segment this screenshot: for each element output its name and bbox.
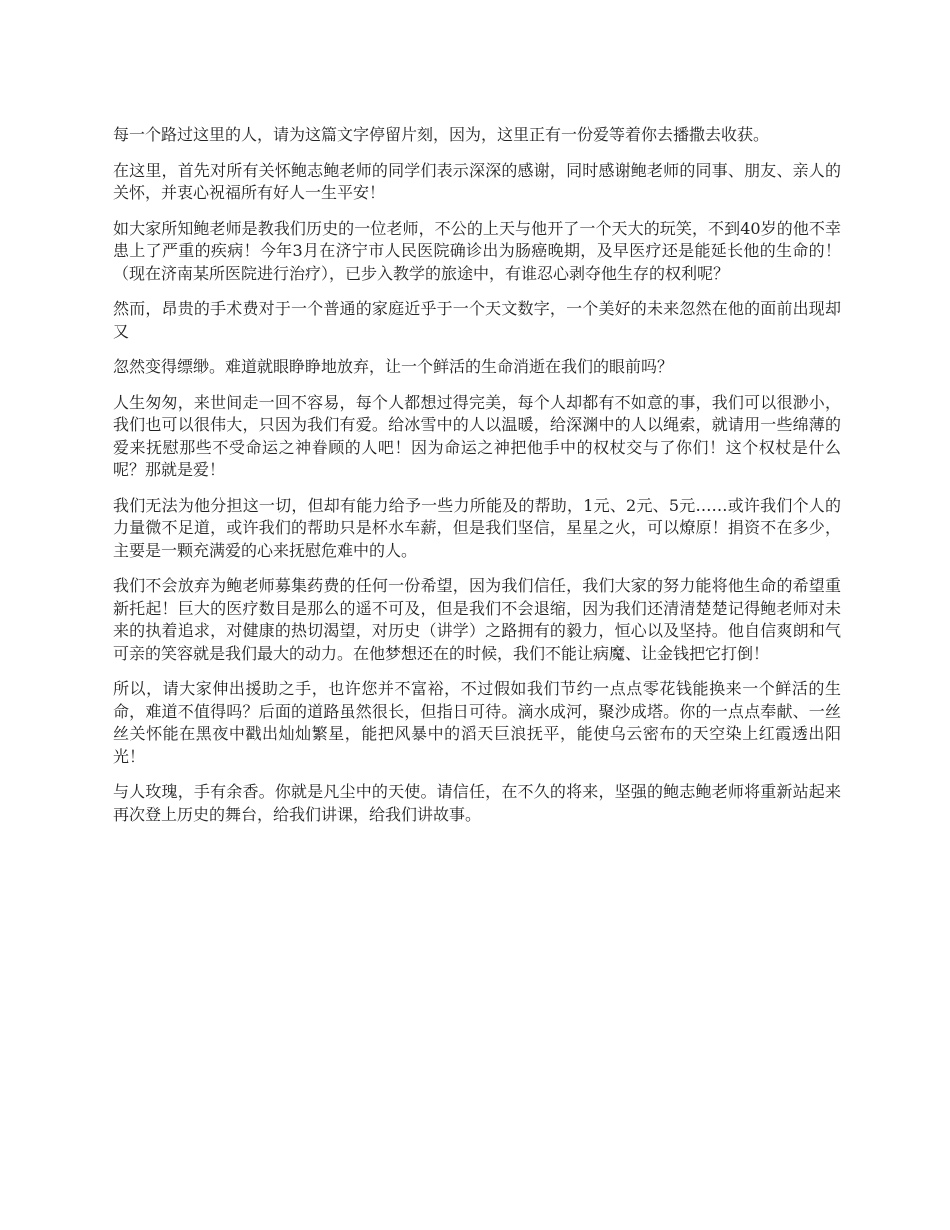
document-body: [113, 124, 841, 839]
paragraph-2: 在这里，首先对所有关怀鲍志鲍老师的同学们表示深深的感谢，同时感谢鲍老师的同事、朋友、亲人的关怀，并衷心祝福所有好人一生平安！: [113, 160, 841, 202]
paragraph-1: 每一个路过这里的人，请为这篇文字停留片刻，因为，这里正有一份爱等着你去播撒去收获。: [113, 125, 770, 144]
paragraph-5: 忽然变得缥缈。难道就眼睁睁地放弃，让一个鲜活的生命消逝在我们的眼前吗？: [113, 357, 674, 376]
paragraph-6: 人生匆匆，来世间走一回不容易，每个人都想过得完美，每个人却都有不如意的事，我们可以很渺小，我们也可以很伟大，只因为我们有爱。给冰雪中的人以温暖，给深渊中的人以绳索，就请用一些绵薄的爱来抚慰那些不受命运之神眷顾的人吧！因为命运之神把他手中的权杖交与了你们！这个权杖是什么呢？那就是爱！: [113, 392, 841, 479]
paragraph-9: 所以，请大家伸出援助之手，也许您并不富裕，不过假如我们节约一点点零花钱能换来一个鲜活的生命，难道不值得吗？后面的道路虽然很长，但指日可待。滴水成河，聚沙成塔。你的一点点奉献、一丝丝关怀能在黑夜中戳出灿灿繁星，能把风暴中的滔天巨浪抚平，能使乌云密布的天空染上红霞透出阳光！: [113, 679, 841, 766]
paragraph-3: 如大家所知鲍老师是教我们历史的一位老师，不公的上天与他开了一个天大的玩笑，不到40岁的他不幸患上了严重的疾病！今年3月在济宁市人民医院确诊出为肠癌晚期，及早医疗还是能延长他的生命的！（现在济南某所医院进行治疗），已步入教学的旅途中，有谁忍心剥夺他生存的权利呢？: [113, 218, 841, 283]
paragraph-8: 我们不会放弃为鲍老师募集药费的任何一份希望，因为我们信任，我们大家的努力能将他生命的希望重新托起！巨大的医疗数目是那么的遥不可及，但是我们不会退缩，因为我们还清清楚楚记得鲍老师对未来的执着追求，对健康的热切渴望，对历史（讲学）之路拥有的毅力，恒心以及坚持。他自信爽朗和气可亲的笑容就是我们最大的动力。在他梦想还在的时候，我们不能让病魔、让金钱把它打倒！: [113, 576, 841, 663]
paragraph-10: 与人玫瑰，手有余香。你就是凡尘中的天使。请信任，在不久的将来，坚强的鲍志鲍老师将重新站起来再次登上历史的舞台，给我们讲课，给我们讲故事。: [113, 782, 841, 824]
paragraph-7: 我们无法为他分担这一切，但却有能力给予一些力所能及的帮助，1元、2元、5元……或许我们个人的力量微不足道，或许我们的帮助只是杯水车薪，但是我们坚信，星星之火，可以燎原！捐资不在多少，主要是一颗充满爱的心来抚慰危难中的人。: [113, 495, 841, 560]
paragraph-4: 然而，昂贵的手术费对于一个普通的家庭近乎于一个天文数字，一个美好的未来忽然在他的面前出现却又: [113, 299, 841, 341]
